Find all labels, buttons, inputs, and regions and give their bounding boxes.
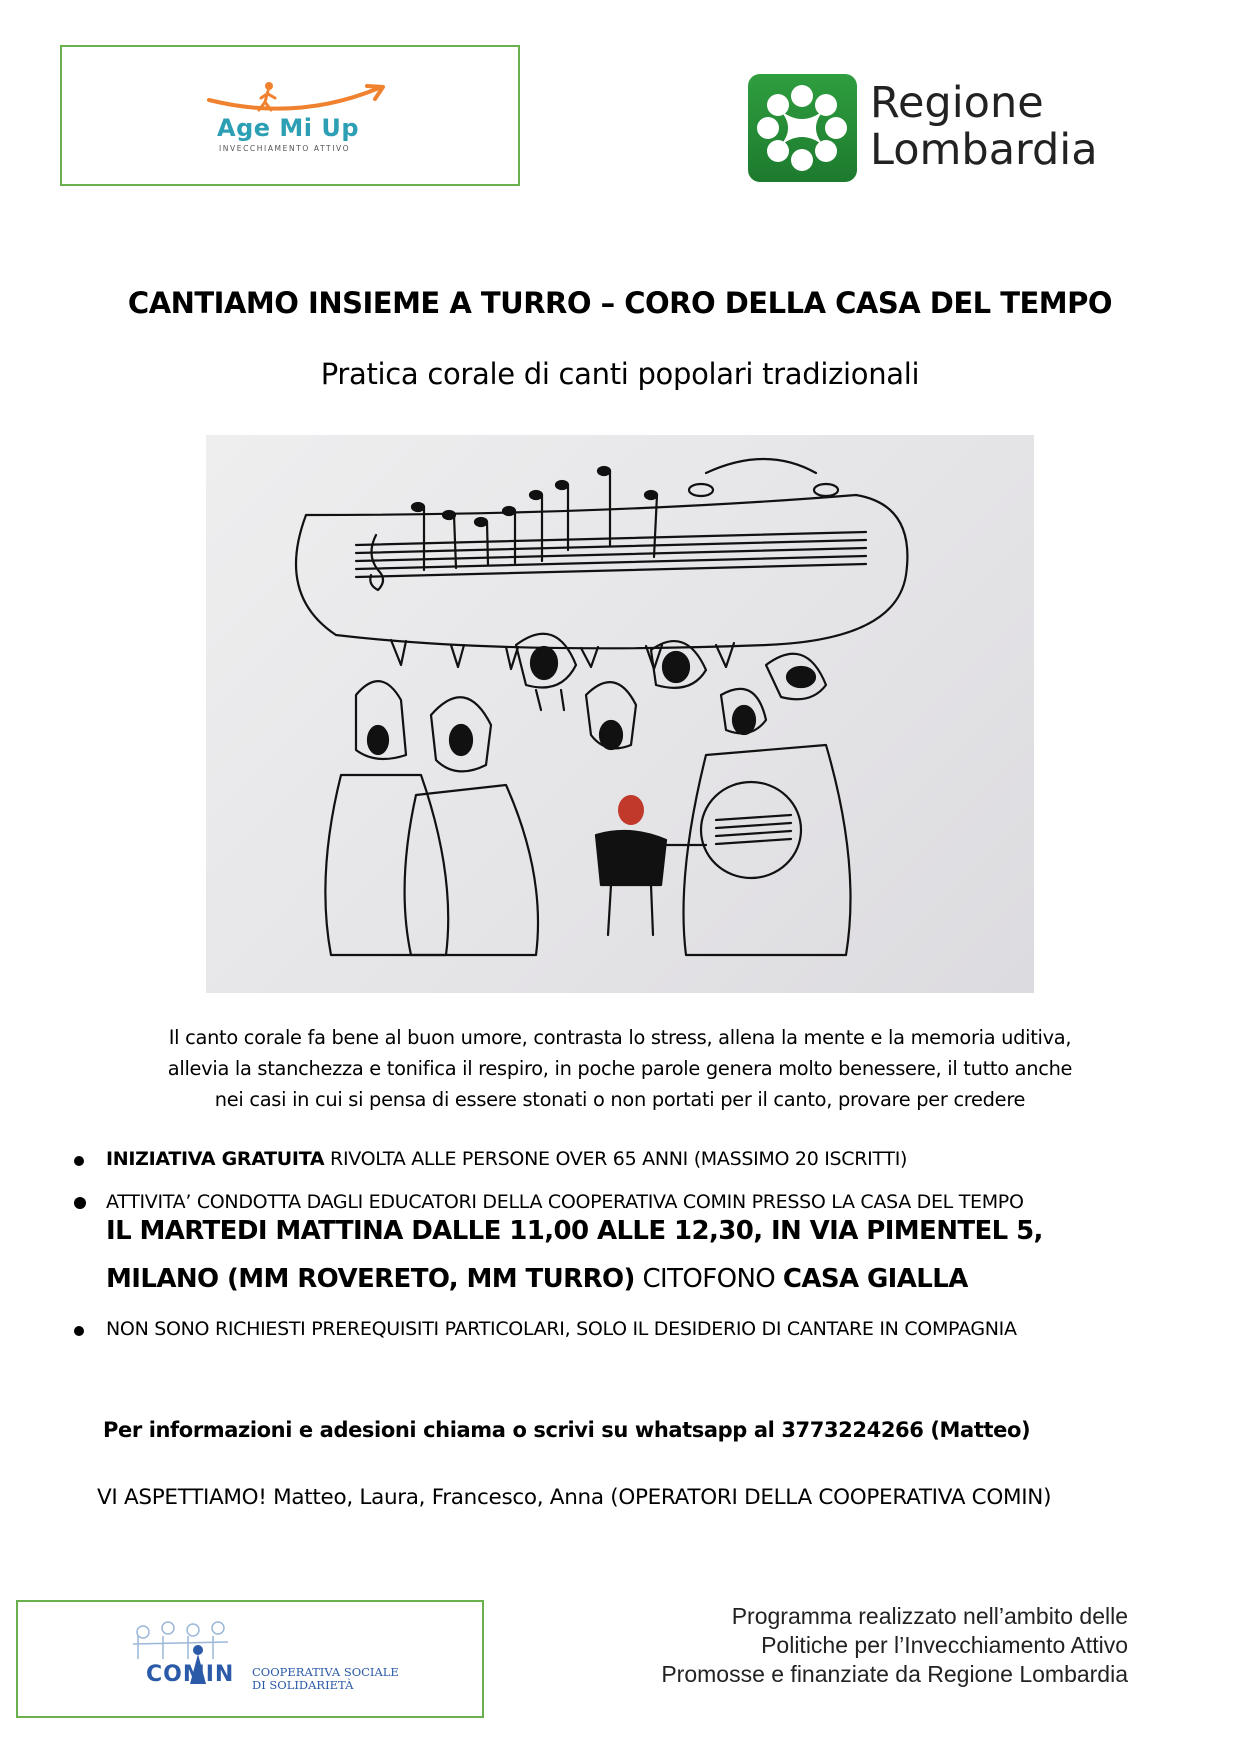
age-mi-up-name: Age Mi Up	[217, 114, 360, 142]
bullet-1-rest: RIVOLTA ALLE PERSONE OVER 65 ANNI (MASSIMO 20 ISCRITTI)	[324, 1148, 908, 1170]
bullet-1-bold: INIZIATIVA GRATUITA	[106, 1148, 325, 1170]
closing-line: VI ASPETTIAMO! Matteo, Laura, Francesco, Anna (OPERATORI DELLA COOPERATIVA COMIN)	[97, 1485, 1052, 1510]
regione-lombardia-logo	[748, 74, 1128, 186]
comin-logo-box	[16, 1600, 484, 1718]
program-line-3: Promosse e finanziate da Regione Lombardia	[661, 1661, 1128, 1687]
page-title: CANTIAMO INSIEME A TURRO – CORO DELLA CASA DEL TEMPO	[127, 286, 1113, 320]
bullet-1-text	[106, 1148, 907, 1170]
comin-name: COMIN	[146, 1662, 235, 1687]
regione-lombardia-text	[870, 80, 1098, 174]
lombardia-label: Lombardia	[870, 125, 1098, 175]
contact-info: Per informazioni e adesioni chiama o scrivi su whatsapp al 3773224266 (Matteo)	[103, 1418, 1031, 1442]
page-subtitle: Pratica corale di canti popolari tradizionali	[320, 357, 920, 391]
address-end: CASA GIALLA	[782, 1264, 968, 1294]
age-mi-up-tagline: INVECCHIAMENTO ATTIVO	[219, 144, 351, 153]
intro-line-2: allevia la stanchezza e tonifica il respiro, in poche parole genera molto benessere, il tutto anche	[167, 1057, 1073, 1080]
comin-subtitle	[252, 1666, 399, 1692]
comin-logo	[128, 1632, 428, 1702]
bullet-dot	[74, 1326, 84, 1336]
age-mi-up-logo	[207, 82, 397, 162]
rosa-camuna-icon	[748, 74, 857, 182]
bullet-2-text: ATTIVITA’ CONDOTTA DAGLI EDUCATORI DELLA COOPERATIVA COMIN PRESSO LA CASA DEL TEMPO	[106, 1191, 1024, 1213]
program-line-1: Programma realizzato nell’ambito delle	[731, 1603, 1128, 1629]
intro-line-1: Il canto corale fa bene al buon umore, contrasta lo stress, allena la mente e la memoria uditiva,	[168, 1026, 1072, 1049]
bullet-dot	[74, 1156, 84, 1166]
program-line-2: Politiche per l’Invecchiamento Attivo	[761, 1632, 1128, 1658]
address-mid: CITOFONO	[634, 1264, 783, 1294]
intro-line-3: nei casi in cui si pensa di essere stonati o non portati per il canto, provare per credere	[214, 1088, 1026, 1111]
age-mi-up-logo-box	[60, 45, 520, 186]
program-note	[661, 1602, 1128, 1689]
comin-sub-1: COOPERATIVA SOCIALE	[252, 1665, 399, 1679]
schedule-line: IL MARTEDI MATTINA DALLE 11,00 ALLE 12,30, IN VIA PIMENTEL 5,	[106, 1216, 1043, 1246]
address-line	[106, 1264, 968, 1294]
address-bold: MILANO (MM ROVERETO, MM TURRO)	[106, 1264, 635, 1294]
choir-drawing-illustration	[206, 435, 1034, 993]
bullet-3-text: NON SONO RICHIESTI PREREQUISITI PARTICOLARI, SOLO IL DESIDERIO DI CANTARE IN COMPAGNIA	[106, 1318, 1017, 1340]
bullet-dot	[74, 1197, 86, 1209]
regione-label: Regione	[870, 78, 1044, 128]
intro-paragraph	[110, 1022, 1130, 1115]
comin-sub-2: DI SOLIDARIETÀ	[252, 1678, 354, 1692]
